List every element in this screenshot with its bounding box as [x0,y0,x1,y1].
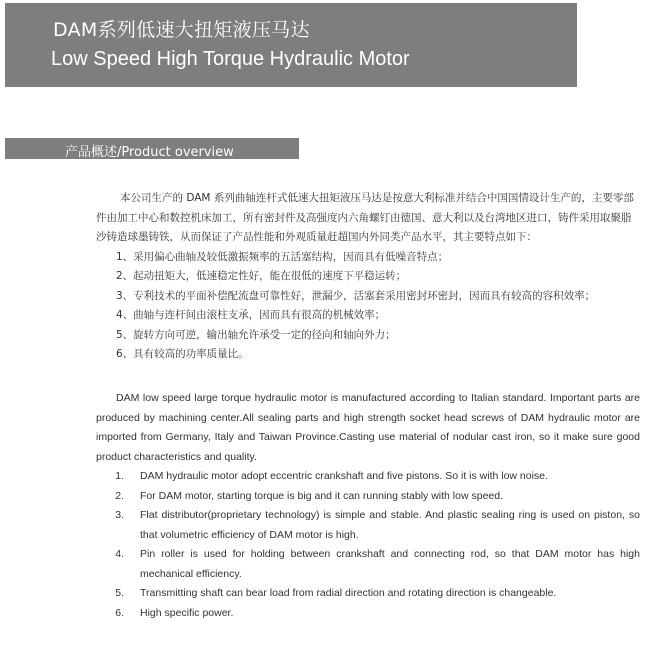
english-feature-3 [96,506,640,545]
feature-number: 4. [115,548,124,560]
chinese-feature-1: 1、采用偏心曲轴及较低激振频率的五活塞结构，因而具有低噪音特点； [116,250,449,263]
chinese-feature-5: 5、旋转方向可逆，输出轴允许承受一定的径向和轴向外力； [116,328,396,341]
section-header [5,138,299,159]
feature-number: 2. [115,489,124,502]
english-feature-5 [96,584,640,604]
feature-number: 3. [115,509,124,521]
chinese-feature-6: 6、具有较高的功率质量比。 [116,348,249,360]
feature-number: 6. [115,606,124,619]
header-banner [5,3,577,87]
chinese-feature-2: 2、起动扭矩大，低速稳定性好，能在很低的速度下平稳运转； [116,270,407,282]
english-description [96,389,640,623]
english-intro: DAM low speed large torque hydraulic motor is manufactured according to Italian standard. Important parts are produced by machining center.All sealing parts and high strength socket head screws of DAM hydraulic motor are imported from Germany, Italy and Taiwan Province.Casting use material of nodular cast iron, so it make sure good product characteristics and quality. [96,392,640,463]
feature-text: Flat distributor(proprietary technology) is simple and stable. And plastic sealing ring is used on piston, so that volumetric efficiency of DAM motor is high. [140,509,640,541]
english-feature-4 [96,545,640,584]
feature-text: Pin roller is used for holding between crankshaft and connecting rod, so that DAM motor has high mechanical efficiency. [140,548,640,580]
chinese-feature-4: 4、曲轴与连杆间由滚柱支承，因而具有很高的机械效率； [116,309,386,321]
feature-number: 5. [115,587,124,599]
title-english: Low Speed High Torque Hydraulic Motor [51,48,410,70]
chinese-intro: 本公司生产的 DAM 系列曲轴连杆式低速大扭矩液压马达是按意大利标准并结合中国国情设计生产的，主要零部件由加工中心和数控机床加工，所有密封件及高强度内六角螺钉由德国、意大利以及台湾地区进口，铸件采用取聚脂沙铸造球墨铸铁，从而保证了产品性能和外观质量赶超国内外同类产品水平，其主要特点如下： [96,192,634,243]
feature-number: 1. [115,470,124,482]
feature-text: Transmitting shaft can bear load from radial direction and rotating direction is changeable. [140,587,557,599]
english-feature-6 [96,604,640,624]
section-label: 产品概述/Product overview [65,145,234,160]
chinese-description [96,189,640,365]
feature-text: For DAM motor, starting torque is big and it can running stably with low speed. [140,489,504,502]
english-feature-2 [96,487,640,507]
feature-text: High specific power. [140,606,234,619]
english-feature-1 [96,467,640,487]
title-chinese: DAM系列低速大扭矩液压马达 [53,19,310,41]
feature-text: DAM hydraulic motor adopt eccentric crankshaft and five pistons. So it is with low noise. [140,470,548,482]
chinese-feature-3: 3、专利技术的平面补偿配流盘可靠性好，泄漏少，活塞套采用密封环密封，因而具有较高的容积效率； [116,289,596,302]
